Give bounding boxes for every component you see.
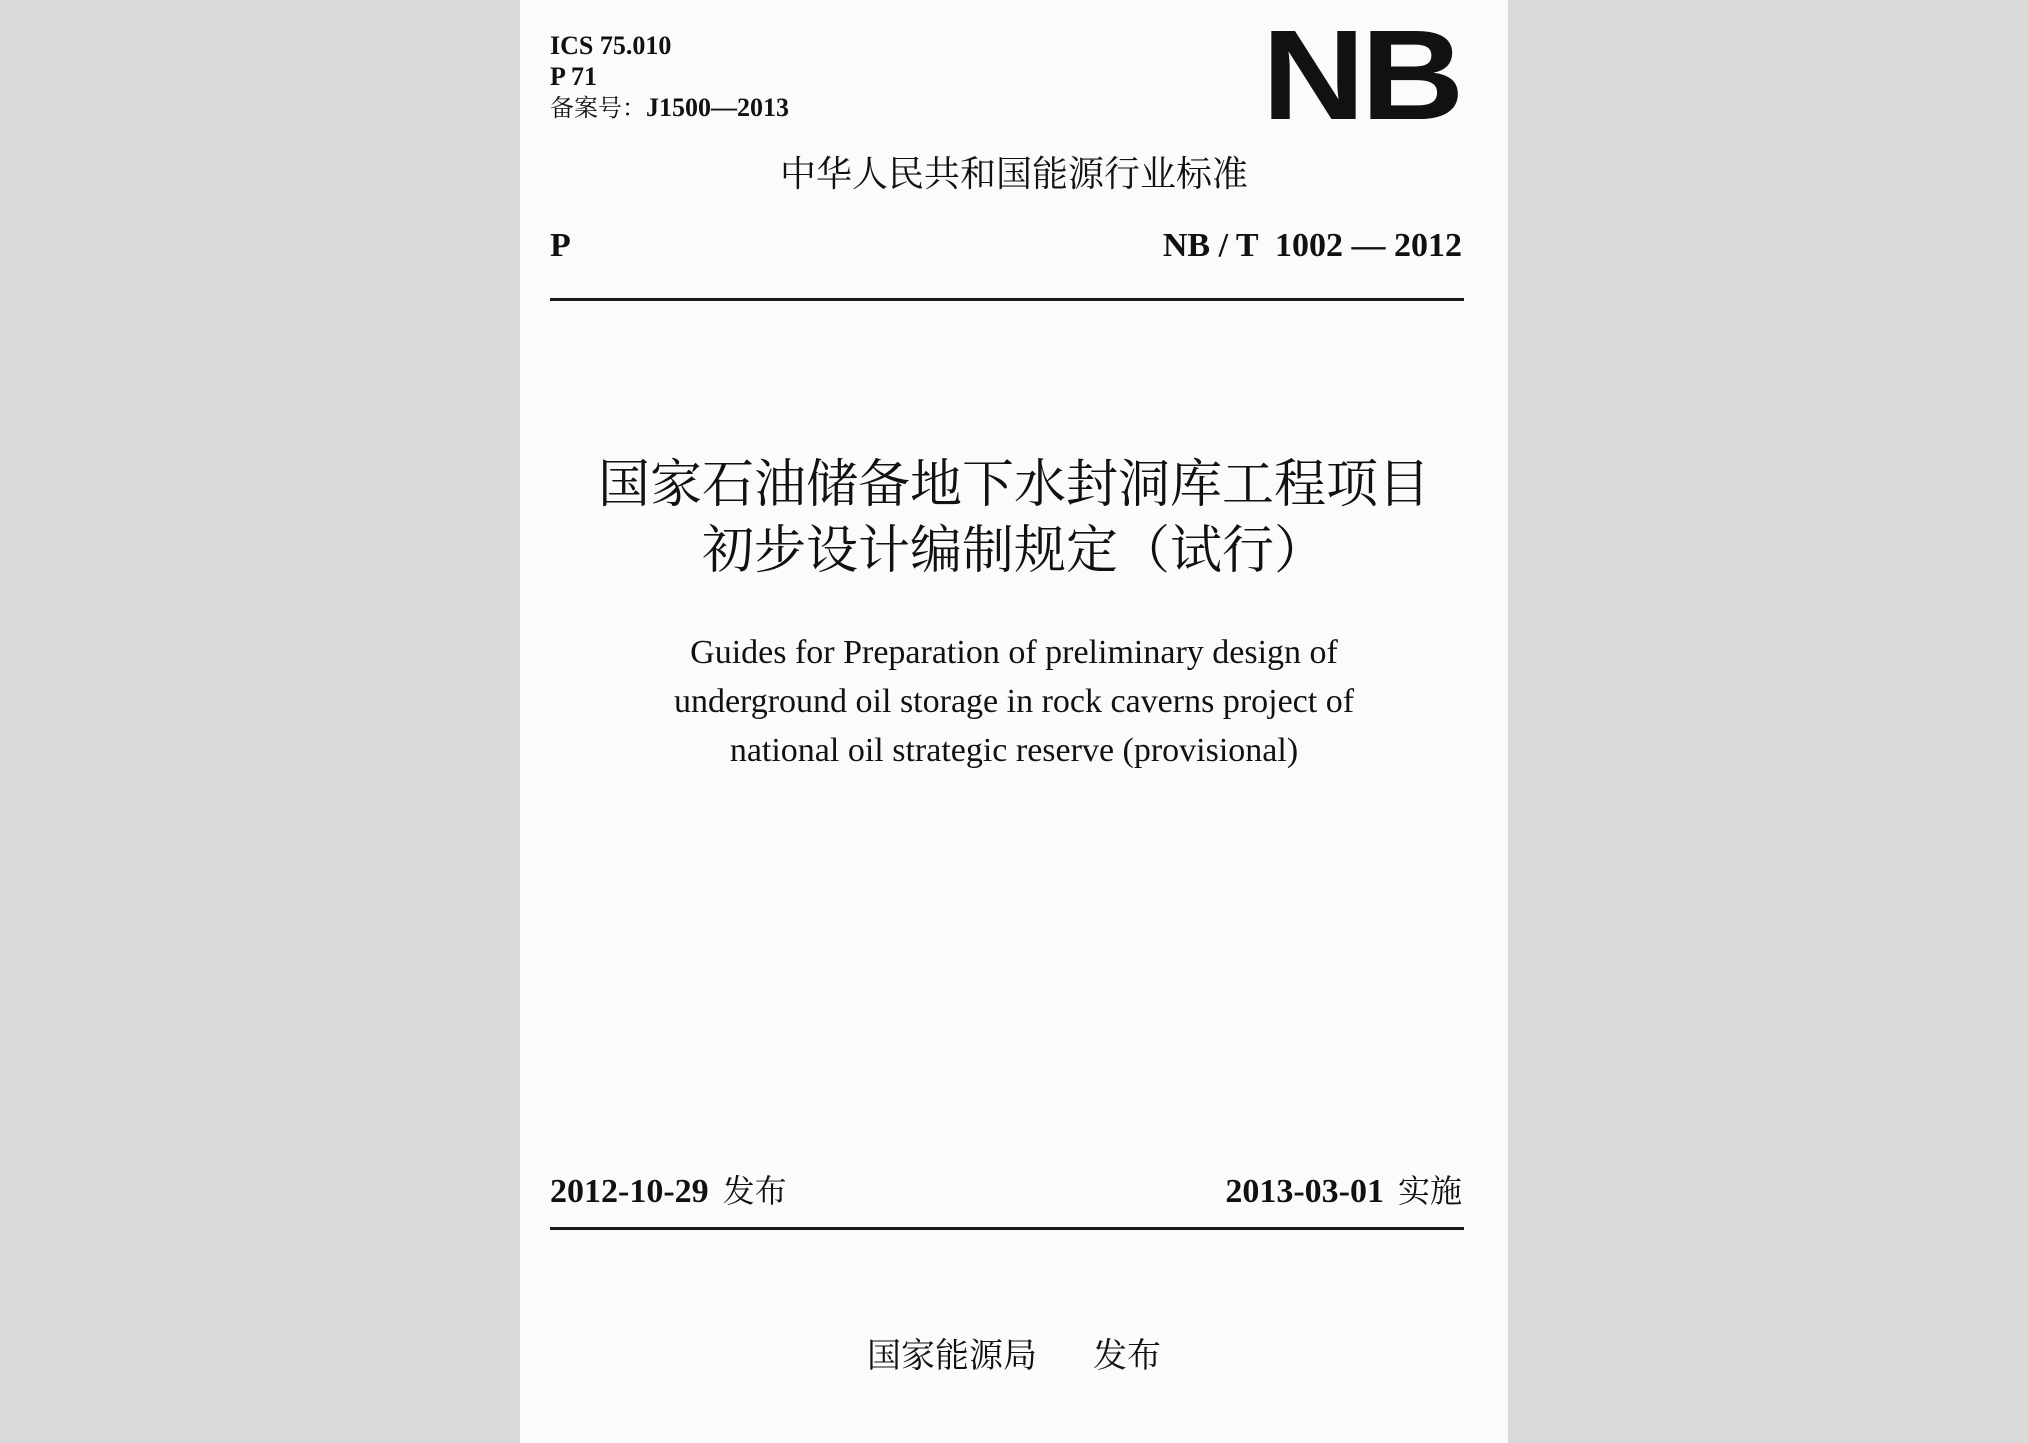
issuer-name: 国家能源局 (867, 1336, 1037, 1376)
record-label: 备案号： (550, 94, 646, 122)
top-divider (550, 298, 1464, 301)
issue-label: 发布 (722, 1172, 787, 1210)
bottom-divider (550, 1227, 1464, 1230)
issue-date-line (550, 1168, 787, 1215)
record-number: J1500—2013 (646, 93, 789, 122)
standard-number: NB / T 1002 — 2012 (1162, 227, 1462, 264)
industry-standard-title: 中华人民共和国能源行业标准 (779, 154, 1248, 195)
chinese-title-line-2: 初步设计编制规定（试行） (701, 521, 1326, 581)
metadata-block (550, 30, 789, 124)
implementation-date-line (1225, 1168, 1462, 1215)
issue-date: 2012-10-29 (550, 1173, 709, 1210)
nb-logo: NB (1261, 4, 1460, 147)
chinese-title-line-1: 国家石油储备地下水封洞库工程项目 (597, 455, 1430, 515)
english-title-line-3: national oil strategic reserve (provisional) (729, 732, 1299, 769)
record-number-line (550, 92, 789, 124)
english-title (520, 628, 1508, 775)
english-title-line-1: Guides for Preparation of preliminary design of (690, 634, 1338, 671)
issuer-line (520, 1332, 1508, 1380)
ccs-code: P 71 (550, 62, 597, 91)
implementation-date: 2013-03-01 (1225, 1173, 1384, 1210)
english-title-line-2: underground oil storage in rock caverns project of (673, 683, 1355, 720)
standard-cover-page (520, 0, 1508, 1443)
chinese-title (520, 452, 1508, 584)
ics-code: ICS 75.010 (550, 31, 672, 60)
issuer-label: 发布 (1093, 1336, 1161, 1376)
classification-code: P (550, 227, 571, 264)
implementation-label: 实施 (1397, 1172, 1462, 1210)
